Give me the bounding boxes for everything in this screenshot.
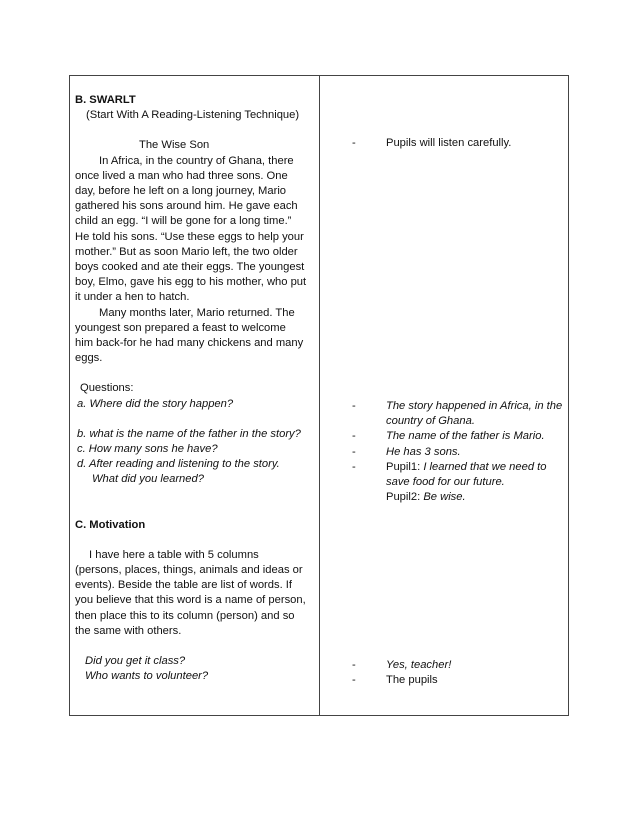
section-b-title: B. SWARLT: [75, 94, 136, 106]
question-item: c. How many sons he have?: [77, 443, 218, 456]
answer-a: - The story happened in Africa, in the: [352, 399, 562, 414]
motivation-line: events). Beside the table are list of words. If: [75, 579, 293, 592]
bullet-dash: -: [352, 430, 356, 443]
questions-label: Questions:: [80, 382, 134, 395]
bullet-dash: -: [352, 674, 356, 687]
story-title: The Wise Son: [139, 139, 210, 152]
story-line: mother.” But as soon Mario left, the two older: [75, 245, 298, 258]
story-line: Many months later, Mario returned. The: [99, 306, 295, 319]
story-line: once lived a man who had three sons. One: [75, 169, 288, 182]
answer-b: - The name of the father is Mario.: [352, 429, 562, 444]
question-item: b. what is the name of the father in the story?: [77, 427, 301, 440]
story-line: In Africa, in the country of Ghana, there: [99, 154, 294, 167]
answer-d-pupil2: Pupil2: Be wise.: [386, 491, 466, 504]
teacher-activity-column: [75, 93, 313, 685]
prompt-item: Did you get it class?: [85, 655, 186, 668]
answer-a-cont: country of Ghana.: [386, 415, 475, 428]
section-c-title: C. Motivation: [75, 518, 146, 531]
story-line: He told his sons. “Use these eggs to help your: [75, 230, 304, 243]
answer-d-pupil1-cont: save food for our future.: [386, 476, 505, 489]
motivation-line: I have here a table with 5 columns: [89, 548, 259, 561]
story-line: it under a hen to hatch.: [75, 291, 190, 304]
answers-block: [352, 399, 562, 505]
bullet-dash: -: [352, 445, 356, 458]
bullet-dash: -: [352, 400, 356, 412]
question-item: What did you learned?: [92, 473, 204, 486]
question-item: a. Where did the story happen?: [77, 397, 234, 410]
pupil-activity-column: [352, 136, 563, 687]
response-listen: - Pupils will listen carefully.: [352, 136, 562, 151]
section-b-subtitle: (Start With A Reading-Listening Technique): [86, 109, 300, 122]
question-item: d. After reading and listening to the story.: [77, 458, 280, 471]
story-line: boy, Elmo, gave his egg to his mother, who put: [75, 276, 307, 289]
answer-d-pupil1: - Pupil1: I learned that we need to: [352, 460, 562, 475]
motivation-responses: [352, 658, 562, 688]
story-line: child an egg. “I will be gone for a long time.”: [75, 215, 292, 228]
prompt-item: Who wants to volunteer?: [85, 670, 209, 683]
motivation-line: then place this to its column (person) and so: [75, 609, 295, 622]
response-yes-teacher: - Yes, teacher!: [352, 658, 562, 673]
story-line: youngest son prepared a feast to welcome: [75, 321, 286, 334]
column-divider: [319, 76, 320, 715]
motivation-line: (persons, places, things, animals and ideas or: [75, 564, 303, 577]
story-line: boys cooked and ate their eggs. The youngest: [75, 261, 305, 274]
lesson-table: [69, 75, 569, 716]
answer-c: - He has 3 sons.: [352, 445, 562, 460]
bullet-dash: -: [352, 137, 356, 149]
response-the-pupils: - The pupils: [352, 673, 562, 688]
bullet-dash: -: [352, 460, 356, 473]
story-line: eggs.: [75, 352, 103, 365]
story-line: gathered his sons around him. He gave each: [75, 200, 298, 213]
story-line: day, before he left on a long journey, Mario: [75, 185, 287, 198]
motivation-line: the same with others.: [75, 624, 182, 637]
motivation-line: you believe that this word is a name of person,: [75, 594, 306, 607]
bullet-dash: -: [352, 659, 356, 671]
story-line: him back-for he had many chickens and many: [75, 337, 304, 350]
